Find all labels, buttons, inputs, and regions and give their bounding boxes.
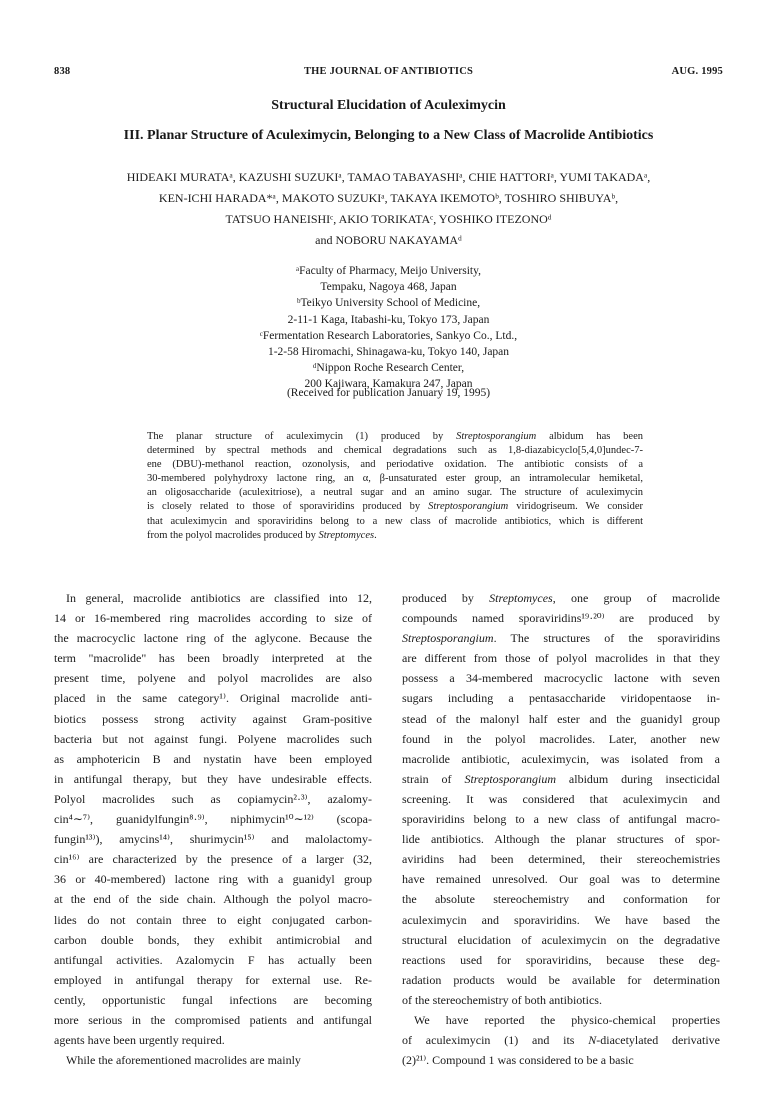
body-text-line: aculeximycin and sporaviridins. We have based the (402, 912, 720, 927)
affiliation-line: ᵇTeikyo University School of Medicine, (296, 297, 481, 310)
body-text-line: bacteria but not against fungi. Polyene macrolides such (54, 731, 372, 746)
body-text-line: 36 or 40-membered) lactone ring with a guanidyl group (54, 872, 372, 887)
body-text-line: Polyol macrolides such as copiamycin²·³⁾, azalomy- (54, 791, 372, 806)
body-text-line: placed in the same category¹⁾. Original macrolide anti- (54, 691, 372, 706)
running-head (54, 66, 723, 80)
body-text-line: present time, polyene and polyol macrolides are also (54, 671, 372, 686)
affiliation-line: 200 Kajiwara, Kamakura 247, Japan (304, 378, 473, 391)
body-text-line: of the stereochemistry of both antibiotics. (402, 992, 602, 1007)
body-text-line: lide antibiotics. Although the planar structures of spor- (402, 832, 720, 847)
body-text-line: agents have been urgently required. (54, 1033, 225, 1048)
article-subtitle: III. Planar Structure of Aculeximycin, Belonging to a New Class of Macrolide Antibiotics (123, 128, 654, 143)
body-column-left (54, 588, 372, 1070)
affiliation-line: Tempaku, Nagoya 468, Japan (320, 281, 457, 294)
affiliation-line: ᶜFermentation Research Laboratories, Sankyo Co., Ltd., (259, 329, 518, 342)
body-text-line: are different from those of polyol macrolides in that they (402, 651, 720, 666)
abstract-line: is closely related to those of sporaviridins produced by Streptosporangium viridogriseum. We consider (147, 501, 643, 513)
body-text-line: of aculeximycin (1) and its N-diacetylated derivative (402, 1033, 721, 1048)
abstract-line: 30-membered polyhydroxy lactone ring, an α, β-unsaturated ester group, an intramolecular hemiketal, (147, 473, 643, 485)
author-line: KEN-ICHI HARADA*ᵃ, MAKOTO SUZUKIᵃ, TAKAYA IKEMOTOᵇ, TOSHIRO SHIBUYAᵇ, (158, 191, 619, 205)
body-text-line: possess a 34-membered macrocyclic lactone with seven (402, 671, 720, 686)
received-date: (Received for publication January 19, 1995) (286, 387, 491, 399)
body-text-line: cently, opportunistic fungal infections are becoming (54, 992, 372, 1007)
issue-date: AUG. 1995 (671, 66, 723, 77)
body-text-line: produced by Streptomyces, one group of macrolide (402, 591, 720, 605)
affiliation-line: 1-2-58 Hiromachi, Shinagawa-ku, Tokyo 140, Japan (267, 346, 510, 359)
abstract-line: an oligosaccharide (aculexitriose), a neutral sugar and an amino sugar. The structure of aculeximycin (147, 487, 643, 499)
abstract (147, 430, 643, 543)
body-text-line: (2)²¹⁾. Compound 1 was considered to be a basic (402, 1053, 634, 1068)
abstract-line: ene (DBU)-methanol reaction, ozonolysis, and periodative oxidation. The antibiotic consists of a (147, 459, 643, 471)
body-text-line: stead of the malonyl half ester and the guanidyl group (402, 711, 720, 726)
affiliation-line: ᵃFaculty of Pharmacy, Meijo University, (296, 265, 481, 277)
body-text-line: the absolute stereochemistry and conformation for (402, 892, 720, 907)
abstract-line: that aculeximycin and sporaviridins belong to a new class of macrolide antibiotics, which is different (147, 515, 643, 527)
article-title: Structural Elucidation of Aculeximycin (271, 98, 506, 113)
body-text-line: have remained unresolved. Our goal was to determine (402, 872, 720, 887)
author-line: TATSUO HANEISHIᶜ, AKIO TORIKATAᶜ, YOSHIKO ITEZONOᵈ (225, 212, 552, 226)
body-text-line: screening. It was considered that aculeximycin and (402, 791, 720, 806)
body-text-line: We have reported the physico-chemical properties (414, 1012, 720, 1027)
author-list (60, 167, 717, 251)
abstract-line: from the polyol macrolides produced by Streptomyces. (147, 529, 377, 541)
body-text-line: While the aforementioned macrolides are mainly (66, 1053, 301, 1068)
author-line: HIDEAKI MURATAᵃ, KAZUSHI SUZUKIᵃ, TAMAO TABAYASHIᵃ, CHIE HATTORIᵃ, YUMI TAKADAᵃ, (126, 170, 651, 184)
body-text-line: macrolide antibiotic, aculeximycin, was isolated from a (402, 751, 720, 766)
body-text-line: sporaviridins belong to a new class of antifungal macro- (402, 812, 720, 827)
body-text-line: antifungal activities. Azalomycin F has actually been (54, 952, 372, 967)
body-text-line: sugars including a pentasaccharide viridopentaose in- (402, 691, 720, 706)
body-text-line: the macrocyclic lactone ring of the aglycone. Because the (54, 631, 372, 646)
body-text-line: cin⁴∼⁷⁾, guanidylfungin⁸·⁹⁾, niphimycin¹⁰∼¹²⁾ (scopa- (54, 812, 372, 827)
body-text-line: reactions used for sporaviridins, because these deg- (402, 952, 720, 967)
body-text-line: in antifungal therapy, but they have undesirable effects. (54, 771, 372, 786)
body-text-line: In general, macrolide antibiotics are classified into 12, (66, 591, 372, 605)
abstract-line: The planar structure of aculeximycin (1) produced by Streptosporangium albidum has been (147, 431, 643, 442)
body-text-line: radation products would be available for determination (402, 972, 720, 987)
author-line: and NOBORU NAKAYAMAᵈ (315, 233, 462, 247)
affiliations (0, 263, 777, 393)
abstract-line: determined by spectral methods and chemical degradations such as 1,8-diazabicyclo[5,4,0]undec-7- (147, 445, 643, 457)
body-text-line: biotics possess strong activity against Gram-positive (54, 711, 372, 726)
body-text-line: carbon double bonds, they exhibit antimicrobial and (54, 932, 372, 947)
body-text-line: found in the polyol macrolides. Later, another new (402, 731, 720, 746)
body-text-line: as amphotericin B and nystatin have been employed (54, 751, 372, 766)
affiliation-line: ᵈNippon Roche Research Center, (312, 362, 465, 375)
body-text-line: more serious in the compromised patients and antifungal (54, 1012, 372, 1027)
body-text-line: structural elucidation of aculeximycin on the degradative (402, 932, 720, 947)
body-text-line: at the end of the side chain. Although the polyol macro- (54, 892, 372, 907)
body-text-line: lides do not contain three to eight conjugated carbon- (54, 912, 372, 927)
affiliation-line: 2-11-1 Kaga, Itabashi-ku, Tokyo 173, Japan (287, 313, 490, 326)
body-text-line: employed in antifungal therapy for external use. Re- (54, 972, 372, 987)
body-text-line: Streptosporangium. The structures of the sporaviridins (402, 631, 720, 646)
body-text-line: term "macrolide" has been broadly interpreted at the (54, 651, 372, 666)
body-text-line: aviridins had been determined, their stereochemistries (402, 852, 720, 867)
journal-name: THE JOURNAL OF ANTIBIOTICS (303, 66, 474, 77)
body-text-line: fungin¹³⁾), amycins¹⁴⁾, shurimycin¹⁵⁾ and malolactomy- (54, 832, 372, 847)
body-column-right (402, 588, 720, 1070)
page-number: 838 (54, 66, 71, 77)
body-text-line: strain of Streptosporangium albidum during insecticidal (402, 771, 720, 786)
body-text-line: cin¹⁶⁾ are characterized by the presence of a larger (32, (54, 852, 372, 867)
body-text-line: 14 or 16-membered ring macrolides according to size of (54, 611, 372, 626)
body-text-line: compounds named sporaviridins¹⁹·²⁰⁾ are produced by (402, 611, 720, 626)
